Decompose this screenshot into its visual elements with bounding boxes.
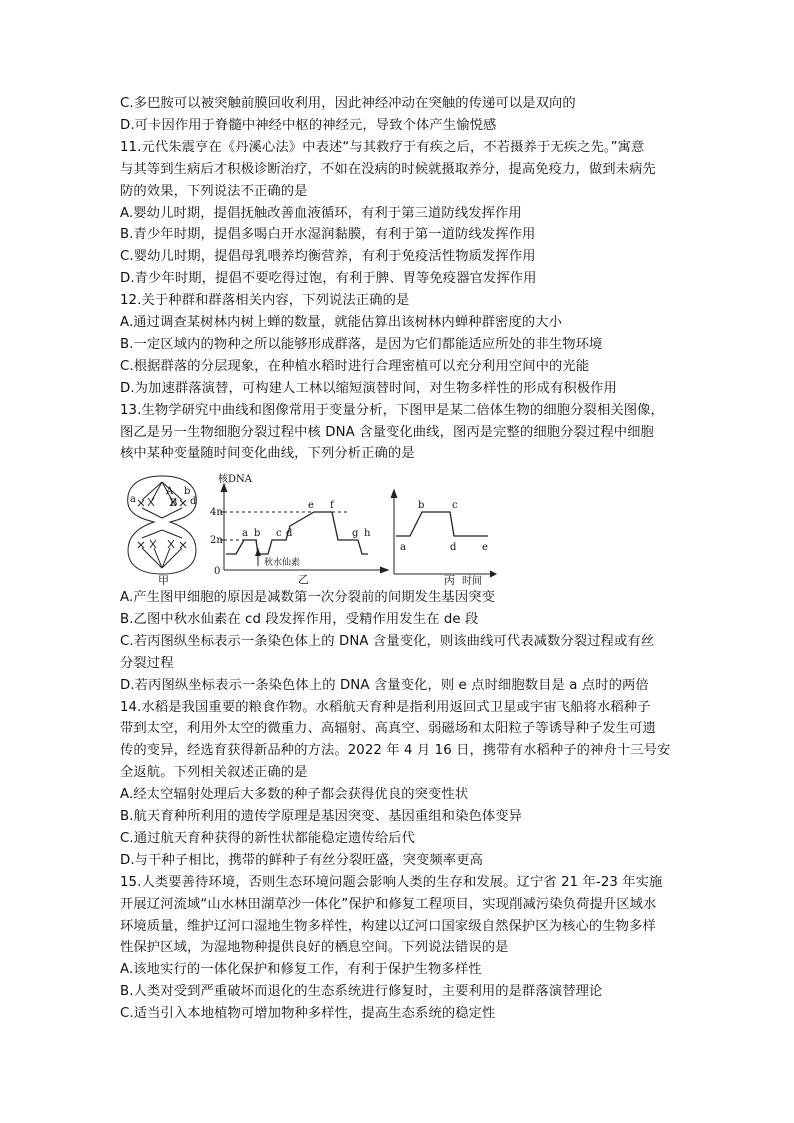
text-line: A.经太空辐射处理后大多数的种子都会获得优良的突变性状 <box>120 787 469 803</box>
figure-bing-labels <box>400 500 488 586</box>
text-line: 11.元代朱震亨在《丹溪心法》中表述“与其救疗于有疾之后，不若摄养于无疾之先。”寓意 <box>120 139 645 155</box>
bing-label: 丙 <box>444 574 455 586</box>
yi-point-b: b <box>254 528 261 539</box>
figure-bing-curve <box>396 512 488 536</box>
bing-point-b: b <box>418 500 425 511</box>
text-line: A.该地实行的一体化保护和修复工作，有利于保护生物多样性 <box>120 962 482 978</box>
text-line: A.产生图甲细胞的原因是减数第一次分裂前的间期发生基因突变 <box>120 590 496 605</box>
yi-drug: 秋水仙素 <box>264 558 301 568</box>
text-line: 分裂过程 <box>120 655 174 671</box>
jia-letter-a: a <box>130 494 136 505</box>
text-line: D.若丙图纵坐标表示一条染色体上的 DNA 含量变化，则 e 点时细胞数目是 a 点时的两倍 <box>120 677 649 693</box>
yi-ylabel: 核DNA <box>218 474 252 485</box>
text-line: 12.关于种群和群落相关内容，下列说法正确的是 <box>120 293 410 309</box>
text-line: C.根据群落的分层现象，在种植水稻时进行合理密植可以充分利用空间中的光能 <box>120 358 590 374</box>
bing-point-d: d <box>450 542 457 553</box>
jia-letter-b: b <box>184 486 191 497</box>
bing-point-e: e <box>482 542 488 553</box>
yi-point-a: a <box>242 528 248 539</box>
figure-13 <box>118 470 498 586</box>
jia-letter-B: B <box>170 498 178 509</box>
bing-point-c: c <box>452 500 458 511</box>
text-line: 核中某种变量随时间变化曲线，下列分析正确的是 <box>120 446 415 462</box>
text-line: 与其等到生病后才积极诊断治疗，不如在没病的时候就摄取养分，提高免疫力，做到未病先 <box>120 161 656 177</box>
yi-point-e: e <box>308 500 314 511</box>
yi-point-g: g <box>352 528 359 539</box>
text-line: 开展辽河流域“山水林田湖草沙一体化”保护和修复工程项目，实现削减污染负荷提升区域水 <box>120 896 657 912</box>
yi-2n: 2n <box>210 535 223 546</box>
text-line: 性保护区域，为湿地物种提供良好的栖息空间。下列说法错误的是 <box>120 940 509 956</box>
text-line: D.与干种子相比，携带的鲜种子有丝分裂旺盛，突变频率更高 <box>120 852 483 868</box>
figure-yi-labels <box>210 472 371 586</box>
text-line: B.青少年时期，提倡多喝白开水湿润黏膜，有利于第一道防线发挥作用 <box>120 227 536 243</box>
text-line: 全返航。下列相关叙述正确的是 <box>120 765 308 781</box>
text-line: C.适当引入本地植物可增加物种多样性，提高生态系统的稳定性 <box>120 1006 496 1022</box>
text-line: A.婴幼儿时期，提倡抚触改善血液循环，有利于第三道防线发挥作用 <box>120 205 522 221</box>
jia-label: 甲 <box>158 574 169 586</box>
yi-point-c: c <box>276 528 282 539</box>
text-line: B.航天育种所利用的遗传学原理是基因突变、基因重组和染色体变异 <box>120 809 523 824</box>
figure-bing-axes <box>391 490 496 577</box>
yi-point-d: d <box>286 528 293 539</box>
text-line: 15.人类要善待环境，否则生态环境问题会影响人类的生存和发展。辽宁省 21 年-23 年实施 <box>120 874 663 890</box>
bing-point-a: a <box>400 542 406 553</box>
text-line: C.通过航天育种获得的新性状都能稳定遗传给后代 <box>120 830 416 846</box>
text-line: 14.水稻是我国重要的粮食作物。水稻航天育种是指利用返回式卫星或宇宙飞船将水稻种子 <box>120 699 651 715</box>
text-line: C.若丙图纵坐标表示一条染色体上的 DNA 含量变化，则该曲线可代表减数分裂过程或有丝 <box>120 633 655 649</box>
text-line: D.为加速群落演替，可构建人工林以缩短演替时间，对生物多样性的形成有积极作用 <box>120 380 617 396</box>
text-line: C.婴幼儿时期，提倡母乳喂养均衡营养，有利于免疫活性物质发挥作用 <box>120 249 536 265</box>
text-line: 图乙是另一生物细胞分裂过程中核 DNA 含量变化曲线，图丙是完整的细胞分裂过程中细胞 <box>120 424 654 440</box>
text-line: A.通过调查某树林内树上蝉的数量，就能估算出该树林内蝉种群密度的大小 <box>120 315 562 330</box>
figure-svg <box>118 470 498 586</box>
yi-origin: 0 <box>214 566 221 577</box>
text-line: B.人类对受到严重破坏而退化的生态系统进行修复时，主要利用的是群落演替理论 <box>120 984 603 1000</box>
text-line: 防的效果，下列说法不正确的是 <box>120 183 308 199</box>
jia-letter-d: d <box>190 496 197 507</box>
figure-jia-labels <box>130 486 197 586</box>
drug-arrowhead <box>255 548 261 556</box>
yi-point-f: f <box>330 500 334 511</box>
text-line: C.多巴胺可以被突触前膜回收利用，因此神经冲动在突触的传递可以是双向的 <box>120 96 576 111</box>
yi-label: 乙 <box>298 573 309 586</box>
text-line: D.可卡因作用于脊髓中神经中枢的神经元，导致个体产生愉悦感 <box>120 117 497 133</box>
text-line: 环境质量，维护辽河口湿地生物多样性，构建以辽河口国家级自然保护区为核心的生物多样 <box>120 918 656 934</box>
jia-letter-A: A <box>166 486 174 497</box>
text-line: 带到太空，利用外太空的微重力、高辐射、高真空、弱磁场和太阳粒子等诱导种子发生可遗 <box>120 721 656 737</box>
text-line: 13.生物学研究中曲线和图像常用于变量分析，下图甲是某二倍体生物的细胞分裂相关图像， <box>120 402 664 418</box>
text-line: B.一定区域内的物种之所以能够形成群落，是因为它们都能适应所处的非生物环境 <box>120 336 603 352</box>
yi-point-h: h <box>364 528 371 539</box>
yi-4n: 4n <box>210 507 223 518</box>
text-line: 传的变异，经选育获得新品种的方法。2022 年 4 月 16 日，携带有水稻种子的神舟十三号安 <box>120 743 671 759</box>
text-line: D.青少年时期，提倡不要吃得过饱，有利于脾、胃等免疫器官发挥作用 <box>120 271 537 287</box>
text-line: B.乙图中秋水仙素在 cd 段发挥作用，受精作用发生在 de 段 <box>120 611 479 627</box>
bing-xlabel: 时间 <box>462 576 482 586</box>
